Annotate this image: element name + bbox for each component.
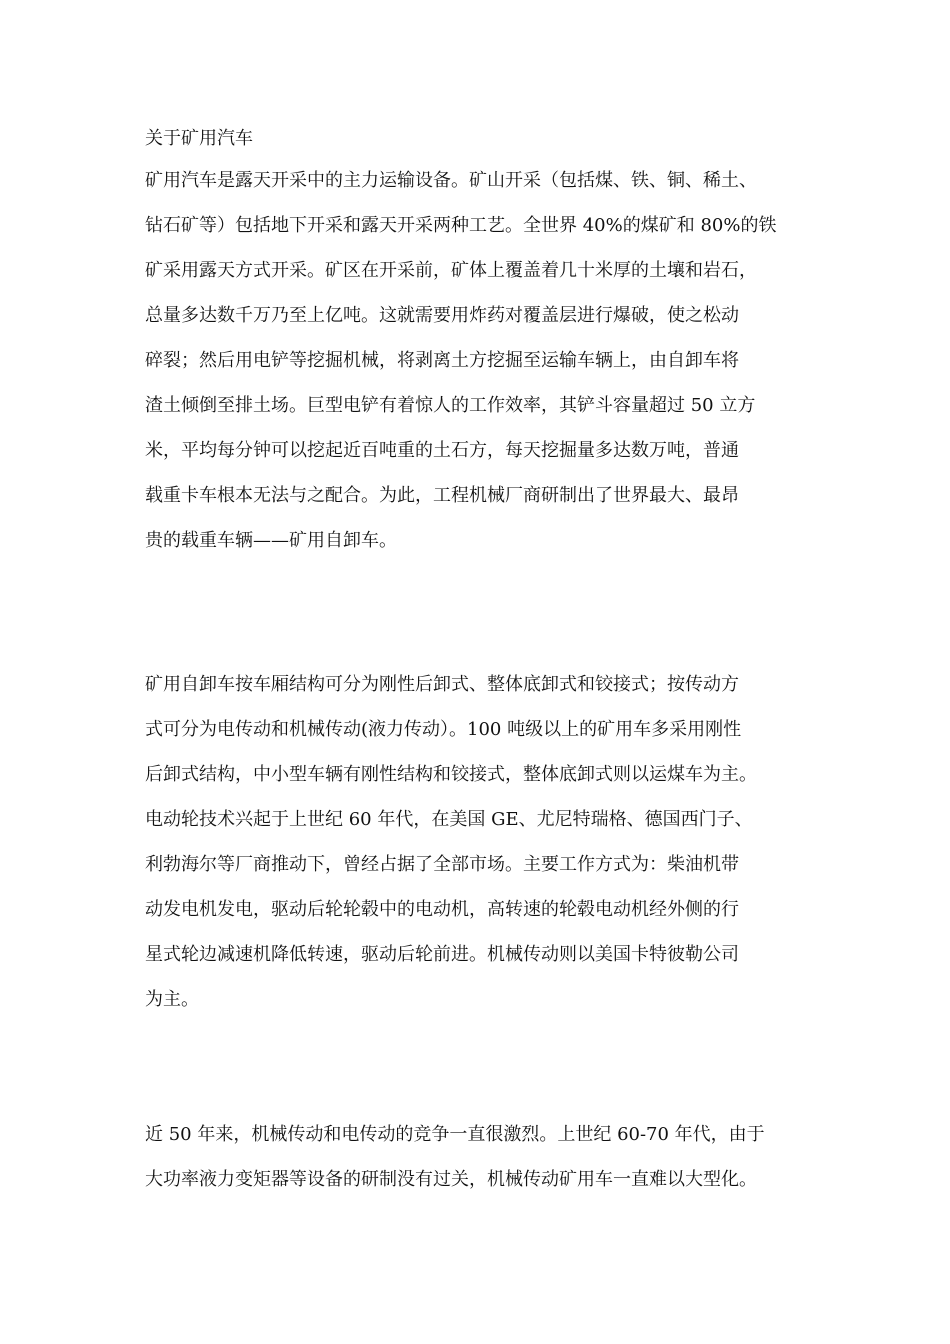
text-line: 为主。	[145, 989, 199, 1010]
text-line: 载重卡车根本无法与之配合。为此，工程机械厂商研制出了世界最大、最昂	[145, 485, 739, 506]
text-line: 钻石矿等）包括地下开采和露天开采两种工艺。全世界 40%的煤矿和 80%的铁	[145, 215, 777, 236]
text-line: 碎裂；然后用电铲等挖掘机械，将剥离土方挖掘至运输车辆上，由自卸车将	[145, 350, 739, 371]
text-line: 星式轮边减速机降低转速，驱动后轮前进。机械传动则以美国卡特彼勒公司	[145, 944, 739, 965]
text-line: 渣土倾倒至排土场。巨型电铲有着惊人的工作效率，其铲斗容量超过 50 立方	[145, 395, 756, 416]
paragraph-1	[145, 158, 825, 563]
text-line: 贵的载重车辆——矿用自卸车。	[145, 530, 397, 551]
text-line: 后卸式结构，中小型车辆有刚性结构和铰接式，整体底卸式则以运煤车为主。	[145, 764, 757, 785]
text-line: 总量多达数千万乃至上亿吨。这就需要用炸药对覆盖层进行爆破，使之松动	[145, 305, 739, 326]
text-line: 矿采用露天方式开采。矿区在开采前，矿体上覆盖着几十米厚的土壤和岩石，	[145, 260, 757, 281]
paragraph-2	[145, 662, 825, 1022]
text-line: 米，平均每分钟可以挖起近百吨重的土石方，每天挖掘量多达数万吨，普通	[145, 440, 739, 461]
text-line: 电动轮技术兴起于上世纪 60 年代，在美国 GE、尤尼特瑞格、德国西门子、	[145, 809, 753, 830]
paragraph-3	[145, 1112, 825, 1202]
text-line: 动发电机发电，驱动后轮轮毂中的电动机，高转速的轮毂电动机经外侧的行	[145, 899, 739, 920]
text-line: 矿用汽车是露天开采中的主力运输设备。矿山开采（包括煤、铁、铜、稀土、	[145, 170, 757, 191]
text-line: 近 50 年来，机械传动和电传动的竞争一直很激烈。上世纪 60-70 年代，由于	[145, 1124, 765, 1145]
document-title: 关于矿用汽车	[145, 128, 253, 149]
text-line: 大功率液力变矩器等设备的研制没有过关，机械传动矿用车一直难以大型化。	[145, 1169, 757, 1190]
text-line: 式可分为电传动和机械传动(液力传动）。100 吨级以上的矿用车多采用刚性	[145, 719, 742, 740]
text-line: 矿用自卸车按车厢结构可分为刚性后卸式、整体底卸式和铰接式；按传动方	[145, 674, 739, 695]
text-line: 利勃海尔等厂商推动下，曾经占据了全部市场。主要工作方式为：柴油机带	[145, 854, 739, 875]
